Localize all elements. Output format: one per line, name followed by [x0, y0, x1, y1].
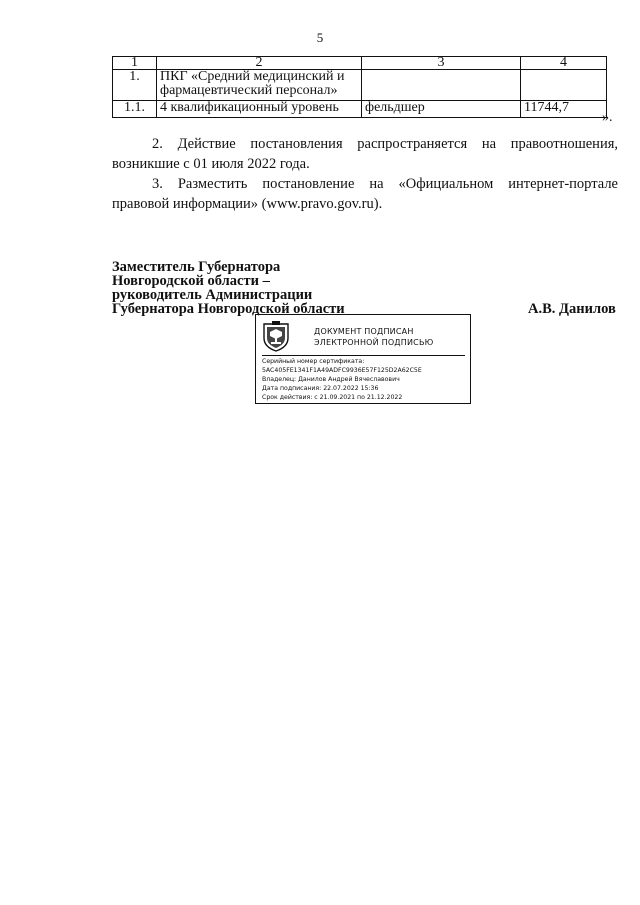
position-cell	[362, 70, 521, 101]
signer-title	[112, 260, 345, 316]
qualification-level: 4 квалификационный уровень	[157, 101, 362, 118]
table-header-cell: 4	[521, 57, 607, 70]
certificate-validity: Срок действия: с 21.09.2021 по 21.12.2022	[262, 394, 403, 401]
stamp-title	[314, 326, 433, 348]
signer-title-line: Новгородской области –	[112, 273, 270, 289]
table-header-cell: 3	[362, 57, 521, 70]
certificate-serial: 5AC405FE1341F1A49ADFC9936E57F125D2A62C5E	[262, 367, 422, 374]
signer-title-line: руководитель Администрации	[112, 287, 313, 303]
position-cell: фельдшер	[362, 101, 521, 118]
table-closing-quote: ».	[602, 110, 613, 125]
table-header-row	[113, 57, 607, 70]
table-header-cell: 2	[157, 57, 362, 70]
stamp-title-line: ЭЛЕКТРОННОЙ ПОДПИСЬЮ	[314, 338, 434, 347]
table-header-cell: 1	[113, 57, 157, 70]
salary-cell: 11744,7	[521, 101, 607, 118]
signing-date: Дата подписания: 22.07.2022 15:36	[262, 385, 379, 392]
signer-title-line: Губернатора Новгородской области	[112, 301, 345, 317]
signer-title-line: Заместитель Губернатора	[112, 259, 281, 275]
row-number: 1.	[113, 70, 157, 101]
stamp-details	[262, 357, 422, 402]
qualification-group: ПКГ «Средний медицинский и фармацевтический персонал»	[157, 70, 362, 101]
certificate-owner: Владелец: Данилов Андрей Вячеславович	[262, 376, 400, 383]
salary-cell	[521, 70, 607, 101]
table-row	[113, 70, 607, 101]
coat-of-arms-icon	[261, 320, 291, 352]
electronic-signature-stamp	[255, 314, 471, 404]
row-number: 1.1.	[113, 101, 157, 118]
certificate-serial-label: Серийный номер сертификата:	[262, 358, 365, 365]
stamp-title-line: ДОКУМЕНТ ПОДПИСАН	[314, 327, 414, 336]
salary-table	[112, 56, 607, 118]
signer-name: А.В. Данилов	[528, 301, 616, 317]
page-number: 5	[316, 30, 324, 45]
paragraph-publication: 3. Разместить постановление на «Официальном интернет-портале правовой информации» (www.pravo.gov.ru).	[112, 176, 618, 212]
paragraph-effective-date: 2. Действие постановления распространяется на правоотношения, возникшие с 01 июля 2022 года.	[112, 136, 618, 172]
table-row	[113, 101, 607, 118]
stamp-divider	[262, 355, 465, 356]
